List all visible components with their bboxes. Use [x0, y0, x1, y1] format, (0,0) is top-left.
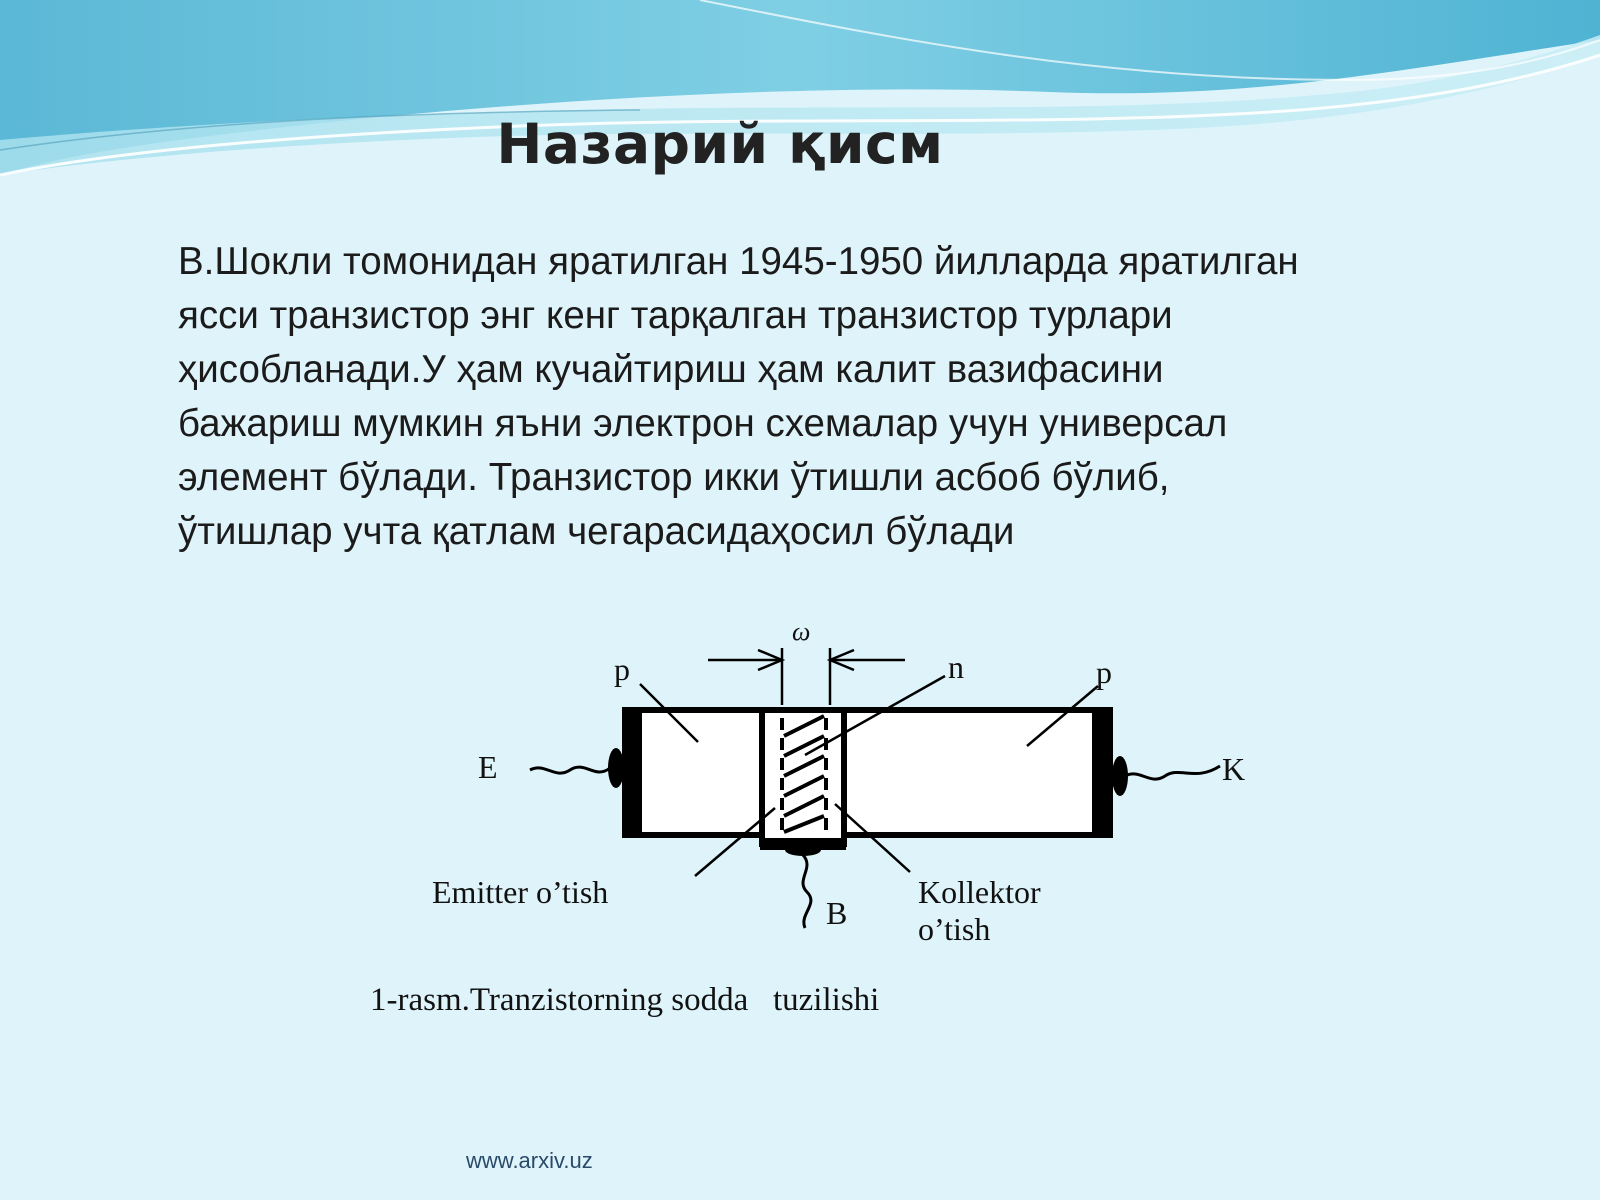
- p-left-label: p: [614, 651, 630, 687]
- emitter-wire: [530, 767, 610, 773]
- width-dimension: [708, 648, 905, 705]
- body-line: ясси транзистор энг кенг тарқалган транзистор турлари: [178, 294, 1173, 337]
- footer-url: www.arxiv.uz: [466, 1148, 593, 1173]
- emitter-electrode: [622, 707, 642, 838]
- body-line: бажариш мумкин яъни электрон схемалар учун универсал: [178, 402, 1228, 445]
- body-line: элемент бўлади. Транзистор икки ўтишли асбоб бўлиб,: [178, 456, 1170, 499]
- page-title: Назарий қисм: [496, 112, 944, 176]
- transistor-body: [625, 710, 1110, 835]
- collector-terminal-label: K: [1222, 751, 1246, 787]
- collector-electrode: [1092, 707, 1112, 838]
- body-line: ҳисобланади.У ҳам кучайтириш ҳам калит вазифасини: [178, 348, 1164, 391]
- collector-wire: [1125, 766, 1220, 779]
- figure-caption: 1-rasm.Tranzistorning sodda tuzilishi: [370, 982, 880, 1018]
- body-line: В.Шокли томонидан яратилган 1945-1950 йилларда яратилган: [178, 240, 1299, 283]
- p-right-label: p: [1096, 654, 1112, 690]
- n-label: n: [948, 649, 964, 685]
- width-label: ω: [792, 617, 811, 646]
- base-wire: [803, 855, 811, 928]
- emitter-junction-label: Emitter o’tish: [432, 874, 609, 910]
- emitter-contact: [608, 748, 624, 788]
- emitter-terminal-label: E: [478, 749, 498, 785]
- base-contact: [785, 844, 821, 856]
- collector-junction-label: Kollektor: [918, 874, 1041, 910]
- base-terminal-label: B: [826, 895, 848, 931]
- collector-junction-label-line2: o’tish: [918, 911, 991, 947]
- body-line: ўтишлар учта қатлам чегарасидаҳосил бўлади: [178, 510, 1015, 553]
